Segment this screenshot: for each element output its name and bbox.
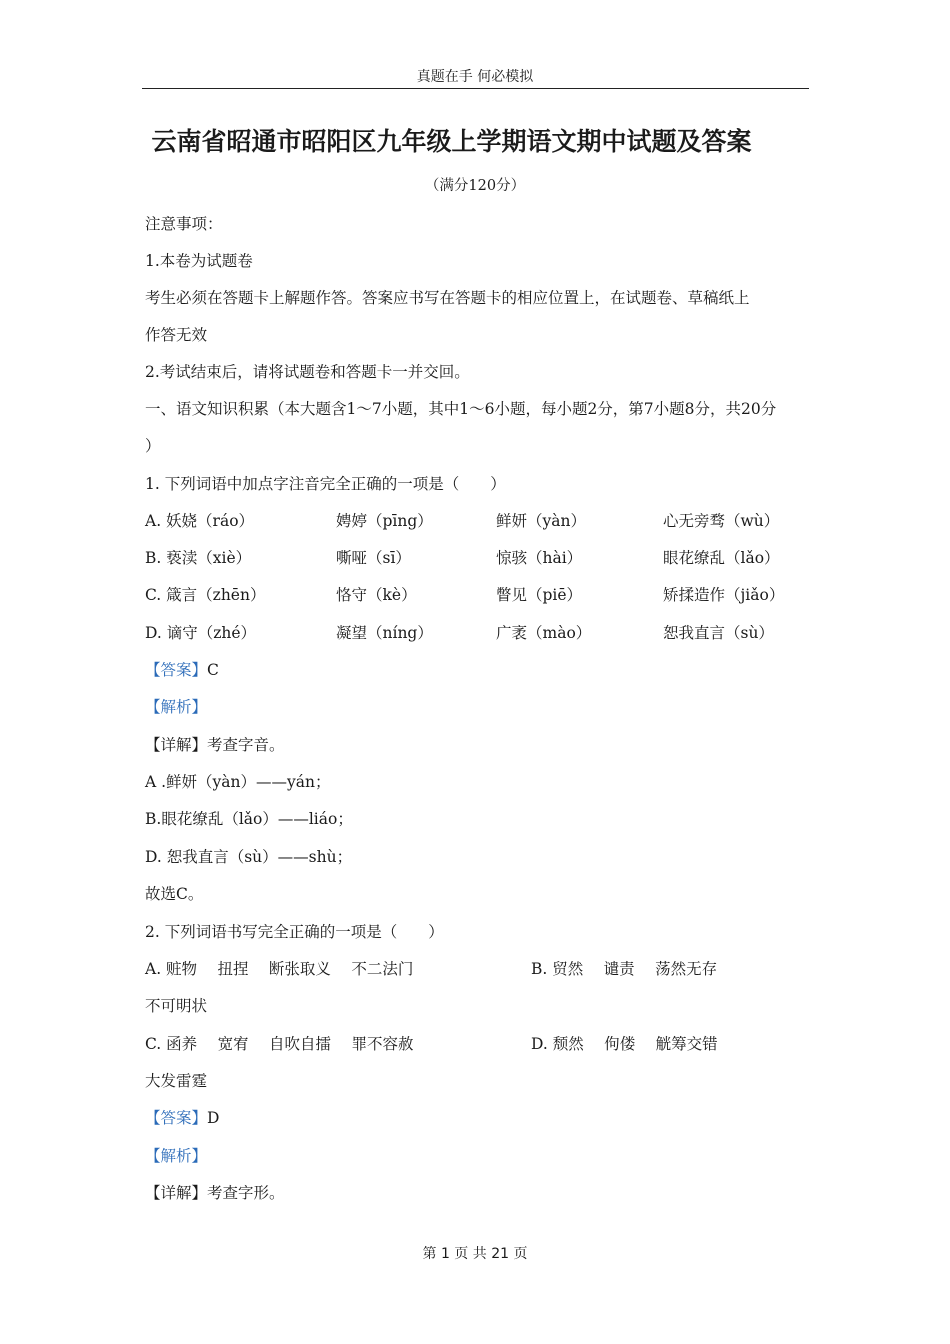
- q1-option-a-word: 鲜妍（yàn）: [496, 512, 586, 530]
- notice-item-1-body: 考生必须在答题卡上解题作答。答案应书写在答题卡的相应位置上，在试题卷、草稿纸上: [145, 289, 750, 307]
- question-1-stem: 1. 下列词语中加点字注音完全正确的一项是（ ）: [145, 475, 506, 493]
- answer-value: D: [207, 1109, 220, 1127]
- q1-note: D. 恕我直言（sù）——shù；: [145, 848, 353, 866]
- q1-detail: [145, 733, 285, 755]
- q1-note: A .鲜妍（yàn）——yán；: [145, 773, 331, 791]
- question-2-stem: 2. 下列词语书写完全正确的一项是（ ）: [145, 923, 444, 941]
- q1-option-c-word: 瞥见（piē）: [496, 586, 583, 604]
- q2-detail: [145, 1181, 285, 1203]
- page-title: 云南省昭通市昭阳区九年级上学期语文期中试题及答案: [151, 127, 752, 156]
- q1-option-a: A. 妖娆（ráo）: [145, 512, 255, 530]
- q1-analysis-tag: 【解析】: [145, 698, 208, 716]
- q1-note: B.眼花缭乱（lǎo）——liáo；: [145, 810, 353, 828]
- q1-option-b: B. 亵渎（xiè）: [145, 549, 252, 567]
- answer-value: C: [207, 661, 219, 679]
- header-rule: [142, 88, 809, 89]
- q1-option-a-word: 娉婷（pīng）: [336, 512, 433, 530]
- detail-tag: 【详解】: [145, 736, 208, 754]
- section-1-heading: 一、语文知识积累（本大题含1～7小题，其中1～6小题，每小题2分，第7小题8分，共20分: [145, 400, 777, 418]
- page-header: 真题在手 何必模拟: [416, 69, 534, 85]
- q1-option-b-word: 惊骇（hài）: [496, 549, 583, 567]
- q1-option-b-word: 眼花缭乱（lǎo）: [663, 549, 780, 567]
- detail-tag: 【详解】: [145, 1184, 208, 1202]
- detail-text: 考查字形。: [207, 1184, 285, 1202]
- q1-answer: [145, 658, 219, 680]
- notice-item-1: 1.本卷为试题卷: [145, 252, 253, 270]
- q2-option-a: A. 赃物 扭捏 断张取义 不二法门: [145, 960, 414, 978]
- q1-option-c-word: 恪守（kè）: [336, 586, 417, 604]
- q1-option-a-word: 心无旁骛（wù）: [663, 512, 780, 530]
- q1-option-d-word: 恕我直言（sù）: [663, 624, 774, 642]
- full-score: （满分120分）: [424, 178, 526, 194]
- q1-option-d: D. 谪守（zhé）: [145, 624, 257, 642]
- q1-conclusion: 故选C。: [145, 885, 204, 903]
- q2-option-b-wrap: 不可明状: [145, 997, 208, 1015]
- q1-option-d-word: 广袤（mào）: [496, 624, 592, 642]
- notice-heading: 注意事项：: [145, 215, 223, 233]
- q2-option-d: D. 颓然 佝偻 觥筹交错: [531, 1035, 718, 1053]
- notice-item-2: 2.考试结束后，请将试题卷和答题卡一并交回。: [145, 363, 470, 381]
- q2-option-d-wrap: 大发雷霆: [145, 1072, 208, 1090]
- page-number: 第 1 页 共 21 页: [422, 1246, 528, 1262]
- q1-option-c-word: 矫揉造作（jiǎo）: [663, 586, 785, 604]
- detail-text: 考查字音。: [207, 736, 285, 754]
- q2-option-c: C. 函养 宽宥 自吹自擂 罪不容赦: [145, 1035, 414, 1053]
- q2-answer: [145, 1106, 219, 1128]
- answer-tag: 【答案】: [145, 661, 208, 679]
- q1-option-b-word: 嘶哑（sī）: [336, 549, 411, 567]
- q2-analysis-tag: 【解析】: [145, 1147, 208, 1165]
- q2-option-b: B. 贸然 谴责 荡然无存: [531, 960, 718, 978]
- section-1-heading-cont: ）: [145, 437, 161, 455]
- answer-tag: 【答案】: [145, 1109, 208, 1127]
- notice-item-1-body-cont: 作答无效: [145, 326, 208, 344]
- q1-option-d-word: 凝望（níng）: [336, 624, 433, 642]
- q1-option-c: C. 箴言（zhēn）: [145, 586, 266, 604]
